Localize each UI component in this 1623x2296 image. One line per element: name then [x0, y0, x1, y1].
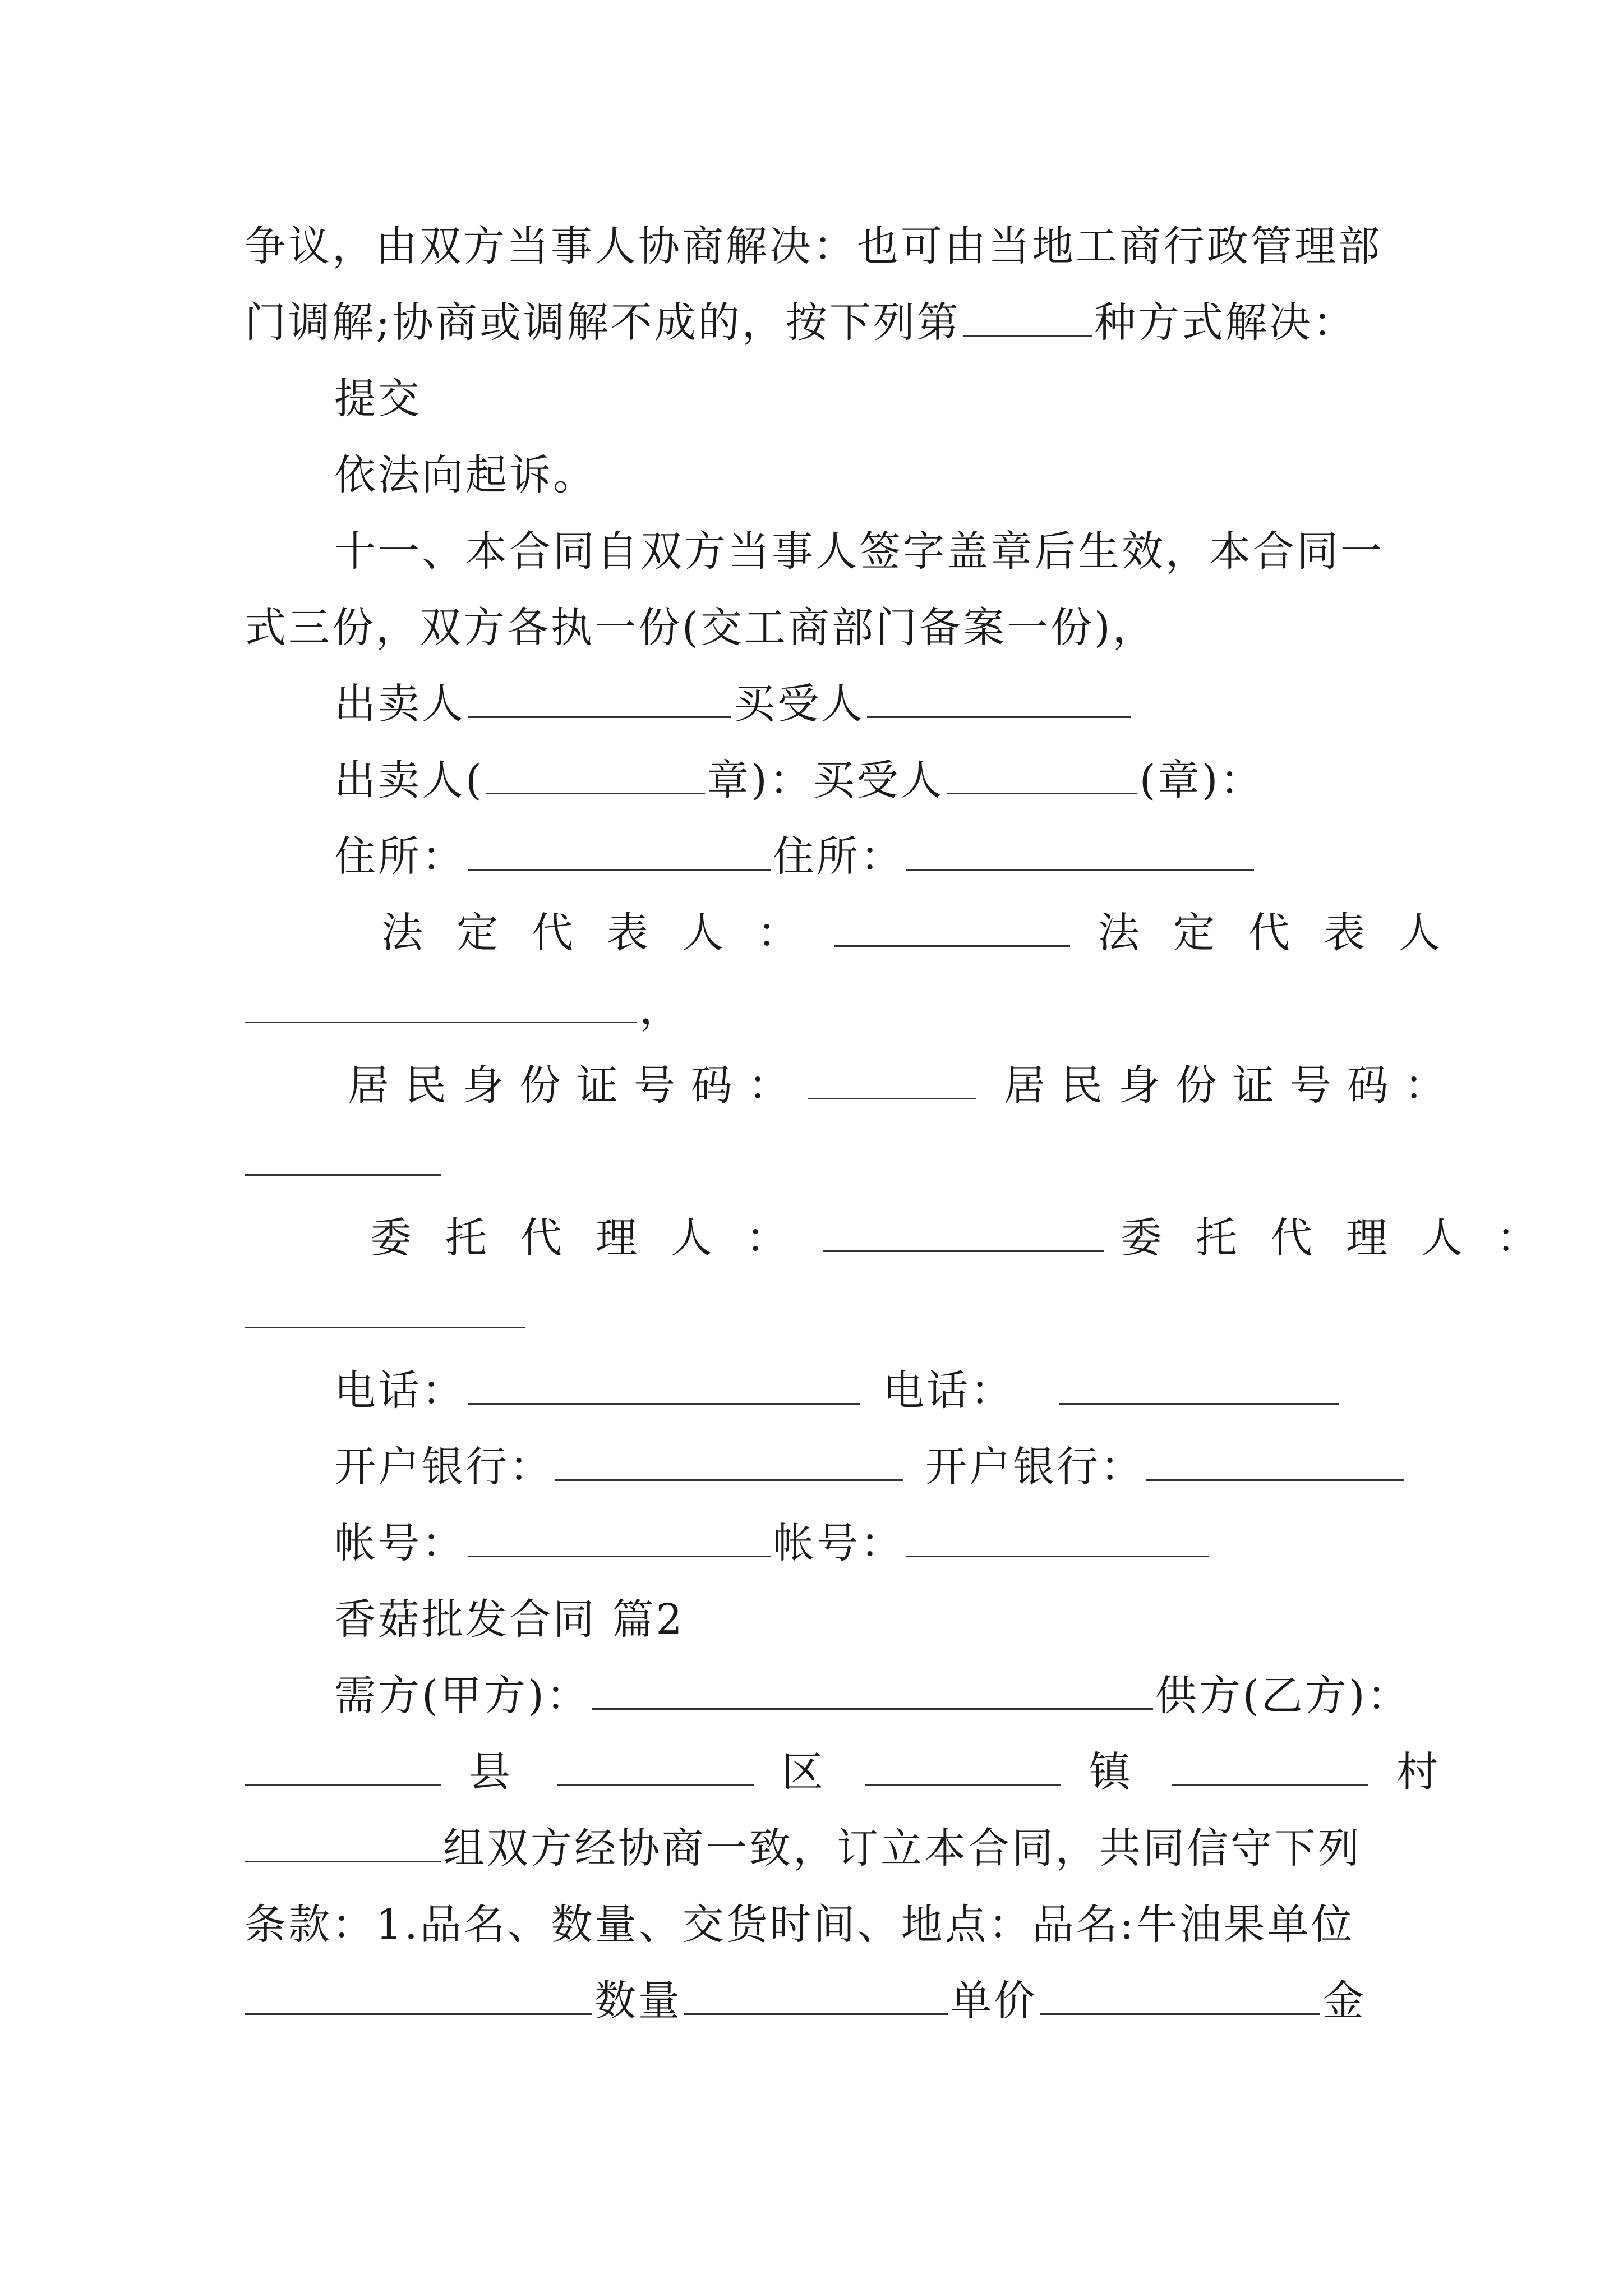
quantity-line — [245, 1970, 1366, 2032]
blank-field — [834, 906, 1070, 947]
label-text: 法定代表人： — [381, 909, 832, 957]
label-text: 居民身份证号码： — [1004, 1061, 1461, 1110]
text-line — [245, 1894, 1355, 1955]
blank-field — [486, 753, 705, 794]
label-text: 数量 — [594, 1977, 682, 2025]
blank-field — [1172, 1745, 1368, 1786]
paragraph-text: 争议，由双方当事人协商解决：也可由当地工商行政管理部 — [245, 222, 1382, 270]
paragraph-text: 十一、本合同自双方当事人签字盖章后生效，本合同一 — [334, 527, 1384, 576]
blank-field — [468, 830, 771, 871]
blank-field — [245, 1745, 441, 1786]
label-text: 章)：买受人 — [707, 756, 944, 804]
label-text: 需方(甲方)： — [334, 1672, 590, 1720]
blank-field — [468, 1516, 771, 1557]
location-line — [245, 1741, 1440, 1803]
label-text: 村 — [1396, 1748, 1440, 1796]
blank-field — [245, 1135, 441, 1176]
label-text: 委托代理人： — [1121, 1214, 1571, 1262]
blank-field — [557, 1745, 754, 1786]
label-text: 住所： — [773, 832, 904, 881]
paragraph-text: 组双方经协商一致，订立本合同，共同信守下列 — [443, 1824, 1362, 1872]
label-text: 镇 — [1089, 1748, 1133, 1796]
section-heading — [334, 1589, 685, 1650]
label-text: 开户银行： — [334, 1443, 553, 1491]
blank-field — [808, 1059, 976, 1099]
blank-field — [1040, 1974, 1320, 2015]
blank-field — [823, 1211, 1104, 1252]
text-line — [245, 597, 1156, 659]
blank-field — [906, 1516, 1209, 1557]
label-text: 出卖人 — [334, 680, 465, 728]
label-text: 开户银行： — [925, 1443, 1144, 1491]
blank-field — [1059, 1364, 1339, 1405]
account-line — [334, 1512, 1211, 1574]
blank-field — [906, 830, 1254, 871]
label-text: 委托代理人： — [370, 1214, 821, 1262]
blank-field — [245, 1821, 441, 1862]
text-line — [245, 1131, 443, 1193]
text-line — [334, 521, 1384, 582]
seal-line — [334, 749, 1264, 811]
blank-field — [963, 296, 1092, 337]
phone-line — [334, 1360, 1341, 1421]
blank-field — [468, 1364, 860, 1405]
blank-field — [947, 753, 1137, 794]
blank-field — [592, 1669, 1153, 1710]
blank-field — [555, 1440, 903, 1481]
label-text: 帐号： — [334, 1519, 465, 1567]
label-text: 电话： — [883, 1366, 1014, 1415]
blank-field — [684, 1974, 948, 2015]
label-text: 区 — [782, 1748, 826, 1796]
blank-field — [245, 982, 637, 1023]
paragraph-text: ， — [639, 985, 683, 1033]
label-text: (章)： — [1139, 756, 1264, 804]
legal-rep-line — [381, 902, 1474, 964]
label-text: 居民身份证号码： — [348, 1061, 805, 1110]
paragraph-text: 提交 — [334, 375, 422, 423]
paragraph-text: 式三份，双方各执一份(交工商部门备案一份)， — [245, 604, 1156, 652]
text-line — [245, 978, 683, 1040]
label-text: 住所： — [334, 832, 465, 881]
label-text: 金 — [1322, 1977, 1366, 2025]
blank-field — [867, 677, 1131, 718]
blank-field — [865, 1745, 1061, 1786]
label-text: 买受人 — [734, 680, 865, 728]
label-text: 单价 — [950, 1977, 1038, 2025]
label-text: 法定代表人 — [1098, 909, 1474, 957]
agent-line — [370, 1207, 1571, 1269]
paragraph-text: 依法向起诉。 — [334, 451, 597, 499]
blank-field — [468, 677, 731, 718]
bank-line — [334, 1436, 1407, 1498]
heading-text: 香菇批发合同 篇2 — [334, 1595, 685, 1644]
paragraph-text: 条款：1.品名、数量、交货时间、地点：品名:牛油果单位 — [245, 1901, 1355, 1949]
signature-line-seller-buyer — [334, 673, 1133, 735]
label-text: 县 — [469, 1748, 513, 1796]
label-text: 电话： — [334, 1366, 465, 1415]
blank-field — [245, 1974, 592, 2015]
text-line — [245, 1283, 527, 1345]
parties-line — [334, 1665, 1411, 1727]
text-line — [334, 368, 422, 430]
blank-field — [1146, 1440, 1404, 1481]
blank-field — [245, 1287, 525, 1328]
text-line — [245, 1818, 1362, 1879]
paragraph-text: 种方式解决： — [1094, 298, 1357, 347]
label-text: 帐号： — [773, 1519, 904, 1567]
paragraph-text: 门调解;协商或调解不成的，按下列第 — [245, 298, 961, 347]
text-line — [245, 215, 1382, 277]
text-line — [245, 292, 1357, 353]
id-number-line — [348, 1055, 1461, 1116]
text-line — [334, 444, 597, 506]
label-text: 出卖人( — [334, 756, 484, 804]
address-line — [334, 826, 1256, 887]
label-text: 供方(乙方)： — [1155, 1672, 1411, 1720]
